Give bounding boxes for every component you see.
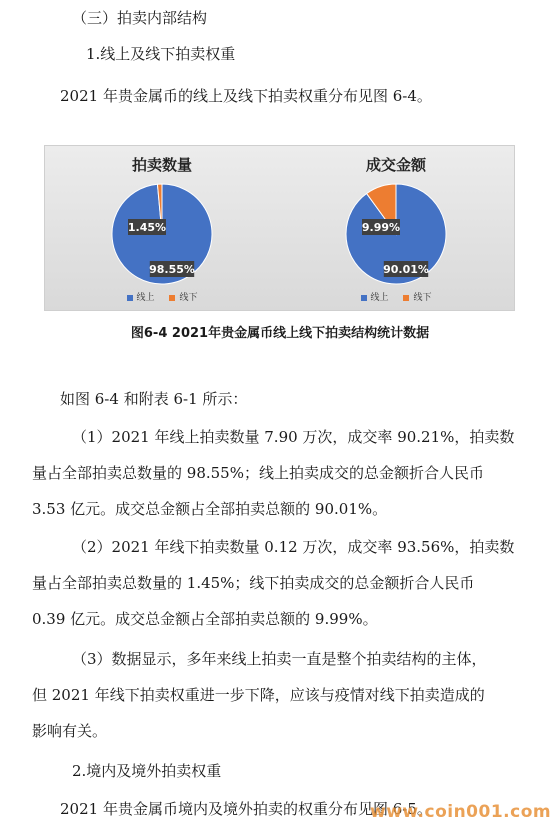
legend-swatch (127, 295, 133, 301)
legend-label: 线下 (413, 293, 432, 303)
pie-svg (281, 178, 511, 290)
chart-legend (47, 290, 277, 303)
subheading-online-offline: 1.线上及线下拍卖权重 (86, 45, 236, 63)
legend-item-offline (403, 290, 431, 303)
legend-item-online (127, 290, 155, 303)
legend-label: 线上 (370, 293, 389, 303)
legend-swatch (169, 295, 175, 301)
paragraph-2-line-3: 0.39 亿元。成交总金额占全部拍卖总额的 9.99%。 (32, 610, 378, 628)
legend-label: 线下 (179, 293, 198, 303)
legend-item-online (361, 290, 389, 303)
pie-chart-transaction-amount (281, 146, 511, 310)
chart-legend (281, 290, 511, 303)
paragraph-1-line-3: 3.53 亿元。成交总金额占全部拍卖总额的 90.01%。 (32, 500, 388, 518)
chart-title: 成交金额 (365, 156, 426, 174)
paragraph-3-line-3: 影响有关。 (32, 722, 108, 740)
chart-title: 拍卖数量 (131, 156, 192, 174)
figure-caption: 图6-4 2021年贵金属币线上线下拍卖结构统计数据 (130, 326, 430, 341)
paragraph-2-line-2: 量占全部拍卖总数量的 1.45%；线下拍卖成交的总金额折合人民币 (32, 574, 475, 592)
paragraph-1-line-1: （1）2021 年线上拍卖数量 7.90 万次，成交率 90.21%，拍卖数 (72, 428, 515, 446)
data-label: 1.45% (127, 221, 167, 234)
reference-line: 如图 6-4 和附表 6-1 所示： (60, 390, 248, 408)
pie-chart-auction-count (47, 146, 277, 310)
intro-paragraph-2: 2021 年贵金属币境内及境外拍卖的权重分布见图 6-5。 (60, 800, 432, 818)
data-label: 90.01% (383, 263, 429, 276)
figure-6-4 (44, 145, 515, 311)
section-heading: （三）拍卖内部结构 (72, 9, 208, 27)
paragraph-1-line-2: 量占全部拍卖总数量的 98.55%；线上拍卖成交的总金额折合人民币 (32, 464, 484, 482)
legend-swatch (403, 295, 409, 301)
pie-svg (47, 178, 277, 290)
subheading-domestic-overseas: 2.境内及境外拍卖权重 (72, 762, 222, 780)
data-label: 9.99% (361, 221, 401, 234)
watermark: www.coin001.com (370, 802, 552, 822)
intro-paragraph-1: 2021 年贵金属币的线上及线下拍卖权重分布见图 6-4。 (60, 87, 432, 105)
paragraph-3-line-2: 但 2021 年线下拍卖权重进一步下降，应该与疫情对线下拍卖造成的 (32, 686, 485, 704)
paragraph-2-line-1: （2）2021 年线下拍卖数量 0.12 万次，成交率 93.56%，拍卖数 (72, 538, 515, 556)
data-label: 98.55% (149, 263, 195, 276)
legend-label: 线上 (136, 293, 155, 303)
legend-item-offline (169, 290, 197, 303)
legend-swatch (361, 295, 367, 301)
paragraph-3-line-1: （3）数据显示，多年来线上拍卖一直是整个拍卖结构的主体， (72, 650, 487, 668)
